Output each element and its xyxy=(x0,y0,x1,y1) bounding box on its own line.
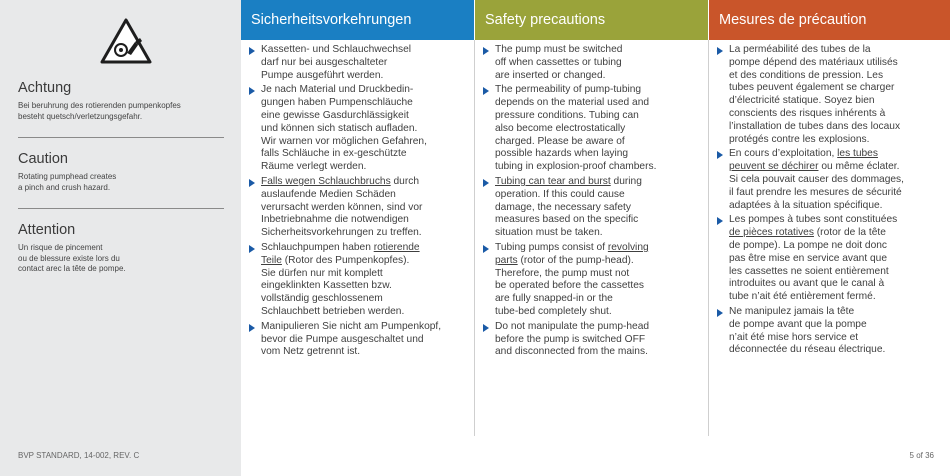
bullet-text: La perméabilité des tubes de la pompe dépend des matériaux utilisés et des conditions de pression. Les tubes peuvent également se charger d’électricité statique. Soyez bien conscients des risques inhérents à l’installation de tubes dans des locaux protégés contre les explosions. xyxy=(729,44,901,145)
underlined-text: de pièces rotatives xyxy=(729,227,814,239)
bullet-text: The permeability of pump-tubing depends on the material used and pressure conditions. Tubing can also become electrostatically charged. Please be aware of possible hazards when laying tubing in explosion-proof chambers. xyxy=(495,84,657,173)
bullet-arrow-icon xyxy=(717,309,723,317)
bullet-arrow-icon xyxy=(483,245,489,253)
underlined-text: Tubing can tear and burst xyxy=(495,175,611,187)
bullet-text: En cours d’exploitation, xyxy=(729,148,838,160)
bullet-text: (rotor de la tête de pompe). La pompe ne doit donc pas être mise en service avant que les cassettes ne soient entièrement introduites ou avant que le canal à tube n’ait été entièrement fermé. xyxy=(729,227,889,303)
column-french xyxy=(709,0,950,476)
bullet-arrow-icon xyxy=(249,47,255,55)
warning-text-de: Bei beruhrung des rotierenden pumpenkopfes besteht quetsch/verletzungsgefahr. xyxy=(18,101,181,121)
bullet-text: The pump must be switched off when cassettes or tubing are inserted or changed. xyxy=(495,44,623,81)
bullet-text: Schlauchpumpen haben xyxy=(261,241,374,253)
warning-title-en: Caution xyxy=(18,151,68,167)
bullet-list-fr xyxy=(709,40,950,357)
bullet-arrow-icon xyxy=(249,87,255,95)
bullet-arrow-icon xyxy=(249,245,255,253)
bullet-item xyxy=(717,214,942,304)
bullet-text: Les pompes à tubes sont constituées xyxy=(729,214,898,226)
bullet-text: ou même éclater. Si cela pouvait causer des dommages, il faut prendre les mesures de sécurité adaptées à la situation spécifique. xyxy=(729,161,904,211)
bullet-item xyxy=(483,321,700,359)
column-german xyxy=(241,0,474,476)
underlined-text: rotierende Teile xyxy=(261,241,420,266)
bullet-item xyxy=(483,176,700,240)
warning-section-en xyxy=(18,151,224,193)
bullet-arrow-icon xyxy=(483,47,489,55)
warning-text-fr: Un risque de pincement ou de blessure existe lors du contact arec la tête de pompe. xyxy=(18,243,126,273)
bullet-list-en xyxy=(475,40,708,359)
bullet-text: (Rotor des Pumpenkopfes). Sie dürfen nur mit komplett eingeklinkten Kassetten bzw. vollständig geschlossenem Schlauchbett betrieben werden. xyxy=(261,254,410,317)
warning-title-de: Achtung xyxy=(18,80,72,96)
bullet-text: (rotor of the pump-head). Therefore, the pump must not be operated before the cassettes are fully snapped-in or the tube-bed completely shut. xyxy=(495,254,644,317)
column-header-fr: Mesures de précaution xyxy=(709,0,950,40)
warning-section-de xyxy=(18,80,224,122)
underlined-text: les tubes peuvent se déchirer xyxy=(729,148,878,173)
column-header-en: Safety precautions xyxy=(475,0,708,40)
underlined-text: revolving parts xyxy=(495,241,649,266)
bullet-item xyxy=(483,44,700,82)
underlined-text: Falls wegen Schlauchbruchs xyxy=(261,175,391,187)
bullet-text: Do not manipulate the pump-head before the pump is switched OFF and disconnected from the mains. xyxy=(495,320,650,358)
bullet-list-de xyxy=(241,40,474,359)
bullet-arrow-icon xyxy=(249,324,255,332)
bullet-arrow-icon xyxy=(717,217,723,225)
bullet-arrow-icon xyxy=(717,151,723,159)
bullet-item xyxy=(483,242,700,319)
bullet-item xyxy=(249,242,466,319)
bullet-item xyxy=(249,44,466,82)
bullet-text: Kassetten- und Schlauchwechsel darf nur bei ausgeschalteter Pumpe ausgeführt werden. xyxy=(261,44,412,81)
column-english xyxy=(475,0,708,476)
bullet-item xyxy=(717,44,942,146)
bullet-item xyxy=(483,84,700,174)
bullet-item xyxy=(249,321,466,359)
sidebar xyxy=(0,0,241,476)
divider-line xyxy=(18,208,224,209)
bullet-text: during operation. If this could cause damage, the necessary safety measures based on the specific situation must be taken. xyxy=(495,175,642,239)
bullet-text: Tubing pumps consist of xyxy=(495,241,608,253)
bullet-arrow-icon xyxy=(483,324,489,332)
bullet-item xyxy=(717,306,942,357)
bullet-text: durch auslaufende Medien Schäden verursacht werden können, sind vor Inbetriebnahme die notwendigen Sicherheitsvorkehrungen zu treffen. xyxy=(261,175,423,239)
bullet-item xyxy=(249,176,466,240)
bullet-text: Manipulieren Sie nicht am Pumpenkopf, bevor die Pumpe ausgeschaltet und vom Netz getrennt ist. xyxy=(261,320,442,358)
bullet-text: Ne manipulez jamais la tête de pompe avant que la pompe n’ait été mise hors service et déconnectée du réseau électrique. xyxy=(729,305,886,356)
warning-title-fr: Attention xyxy=(18,222,76,238)
document-id: BVP STANDARD, 14-002, REV. C xyxy=(18,451,140,460)
bullet-item xyxy=(717,148,942,212)
crush-hazard-warning-icon xyxy=(100,18,152,64)
divider-line xyxy=(18,137,224,138)
column-header-de: Sicherheitsvorkehrungen xyxy=(241,0,474,40)
bullet-text: Je nach Material und Druckbedin- gungen haben Pumpenschläuche eine gewisse Gasdurchlässigkeit und können sich statisch aufladen. Wir warnen vor möglichen Gefahren, falls Schläuche in ex-geschützte Räume verlegt werden. xyxy=(261,84,427,173)
bullet-arrow-icon xyxy=(483,179,489,187)
bullet-arrow-icon xyxy=(249,179,255,187)
warning-section-fr xyxy=(18,222,224,275)
bullet-item xyxy=(249,84,466,174)
warning-text-en: Rotating pumphead creates a pinch and crush hazard. xyxy=(18,172,117,192)
bullet-arrow-icon xyxy=(483,87,489,95)
bullet-arrow-icon xyxy=(717,47,723,55)
page-number: 5 of 36 xyxy=(909,451,934,460)
